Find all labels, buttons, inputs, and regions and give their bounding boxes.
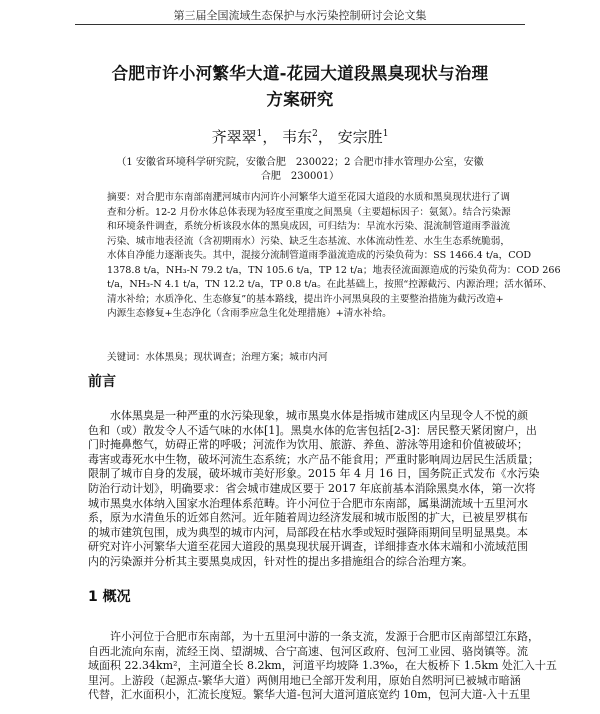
author-name: 齐翠翠 [211, 128, 257, 146]
section-heading: 1 概况 [88, 589, 131, 605]
body-line: 内的污染源并分析其主要黑臭成因，针对性的提出多措施组合的综合治理方案。 [88, 554, 473, 568]
body-line: 水体黑臭是一种严重的水污染现象，城市黑臭水体是指城市建成区内呈现令人不悦的颜 [110, 409, 528, 422]
body-line: 自西北流向东南，流经王岗、望湖城、合宁高速、包河区政府、包河工业园、骆岗镇等。流 [88, 644, 528, 658]
author-affiliation-mark: 1 [256, 129, 263, 139]
author-affiliation-mark: 1 [382, 129, 389, 139]
body-line: 色和（或）散发令人不适气味的水体[1]。黑臭水体的危害包括[2-3]：居民整天紧闭窗户，出 [88, 423, 537, 437]
abstract-line: 内源生态修复+生态净化（含雨季应急生化处理措施）+清水补给。 [107, 308, 392, 319]
body-line: 域面积 22.34km²，主河道全长 8.2km，河道平均坡降 1.3‰，在大板桥下 1.5km 处汇入十五 [88, 659, 557, 673]
author-name: 安宗胜 [337, 128, 383, 146]
abstract-line: t/a，NH₃-N 4.1 t/a，TN 12.2 t/a，TP 0.8 t/a。在此基础上，按照“控源截污、内源治理；活水循环、 [107, 279, 553, 290]
body-line: 研究对许小河繁华大道至花园大道段的黑臭现状展开调查，详细排查水体末端和小流域范围 [88, 540, 528, 554]
paper-title-line-2: 方案研究 [266, 90, 334, 109]
author-affiliation-mark: 2 [312, 129, 318, 139]
body-line: 里河。上游段（起源点-繁华大道）两侧用地已全部开发利用，原始自然明河已被城市暗涵 [88, 673, 521, 687]
author-list [0, 124, 600, 147]
body-line: 的城市建筑包围，成为典型的城市内河，局部段在枯水季或短时强降雨期间呈明显黑臭。本 [88, 525, 528, 539]
body-line: 城市黑臭水体纳入国家水治理体系范畴。许小河位于合肥市东南部，属巢湖流域十五里河水 [88, 496, 528, 510]
abstract-line: 清水补给；水质净化、生态修复”的基本路线，提出许小河黑臭段的主要整治措施为截污改造+ [107, 293, 504, 305]
section-body [88, 409, 540, 570]
abstract-line: 查和分析。12-2 月份水体总体表现为轻度至重度之间黑臭（主要超标因子：氨氮）。结合污染源 [107, 206, 511, 218]
affiliation-line: （1 安徽省环境科学研究院，安徽合肥 230022；2 合肥市排水管理办公室，安徽 [116, 157, 484, 168]
paper-title-line-1: 合肥市许小河繁华大道-花园大道段黑臭现状与治理 [111, 64, 489, 83]
header-divider [75, 24, 525, 25]
abstract-line: 和环境条件调查，系统分析该段水体的黑臭成因，可归结为：旱流水污染、混流制管道雨季溢流 [107, 221, 510, 232]
body-line: 许小河位于合肥市东南部，为十五里河中游的一条支流，发源于合肥市区南部望江东路， [110, 630, 539, 643]
body-line: 门时掩鼻憋气，妨碍正常的呼吸；河流作为饮用、旅游、养鱼、游泳等用途和价值被破坏； [88, 438, 528, 452]
body-line: 限制了城市自身的发展，破坏城市美好形象。2015 年 4 月 16 日，国务院正式发布《水污染 [88, 467, 540, 481]
author-name: 韦东 [282, 128, 313, 146]
section-body [88, 630, 557, 703]
author-separator: ， [262, 128, 278, 146]
abstract-line: 1378.8 t/a，NH₃-N 79.2 t/a，TN 105.6 t/a，TP 12 t/a；地表径流面源造成的污染负荷为：COD 266 [107, 264, 561, 276]
body-line: 防治行动计划》，明确要求：省会城市建成区要于 2017 年底前基本消除黑臭水体，第一次将 [88, 481, 536, 495]
abstract-line: 摘要：对合肥市东南部南淝河城市内河许小河繁华大道至花园大道段的水质和黑臭现状进行了调 [107, 192, 510, 203]
abstract-line: 水体自净能力逐渐丧失。其中，混接分流制管道雨季溢流造成的污染负荷为：SS 1466.4 t/a，COD [107, 250, 532, 261]
body-line: 毒害或毒死水中生物，破坏河流生态系统；水产品不能食用；严重时影响周边居民生活质量； [88, 452, 539, 466]
author-separator: ， [317, 128, 333, 146]
affiliation-line: 合肥 230001） [260, 171, 340, 182]
body-line: 系，原为水清鱼乐的近郊自然河。近年随着周边经济发展和城市版图的扩大，已被星罗棋布 [88, 511, 528, 525]
running-header: 第三届全国流域生态保护与水污染控制研讨会论文集 [173, 9, 427, 22]
abstract-line: 污染、城市地表径流（含初期雨水）污染、缺乏生态基流、水体流动性差、水生生态系统脆弱， [107, 235, 510, 247]
abstract [107, 191, 561, 322]
keywords: 关键词：水体黑臭；现状调查；治理方案；城市内河 [107, 352, 328, 363]
section-heading: 前言 [88, 374, 116, 390]
body-line: 代替，汇水面积小，汇流长度短。繁华大道-包河大道河道底宽约 10m，包河大道-入十五里 [88, 688, 531, 702]
